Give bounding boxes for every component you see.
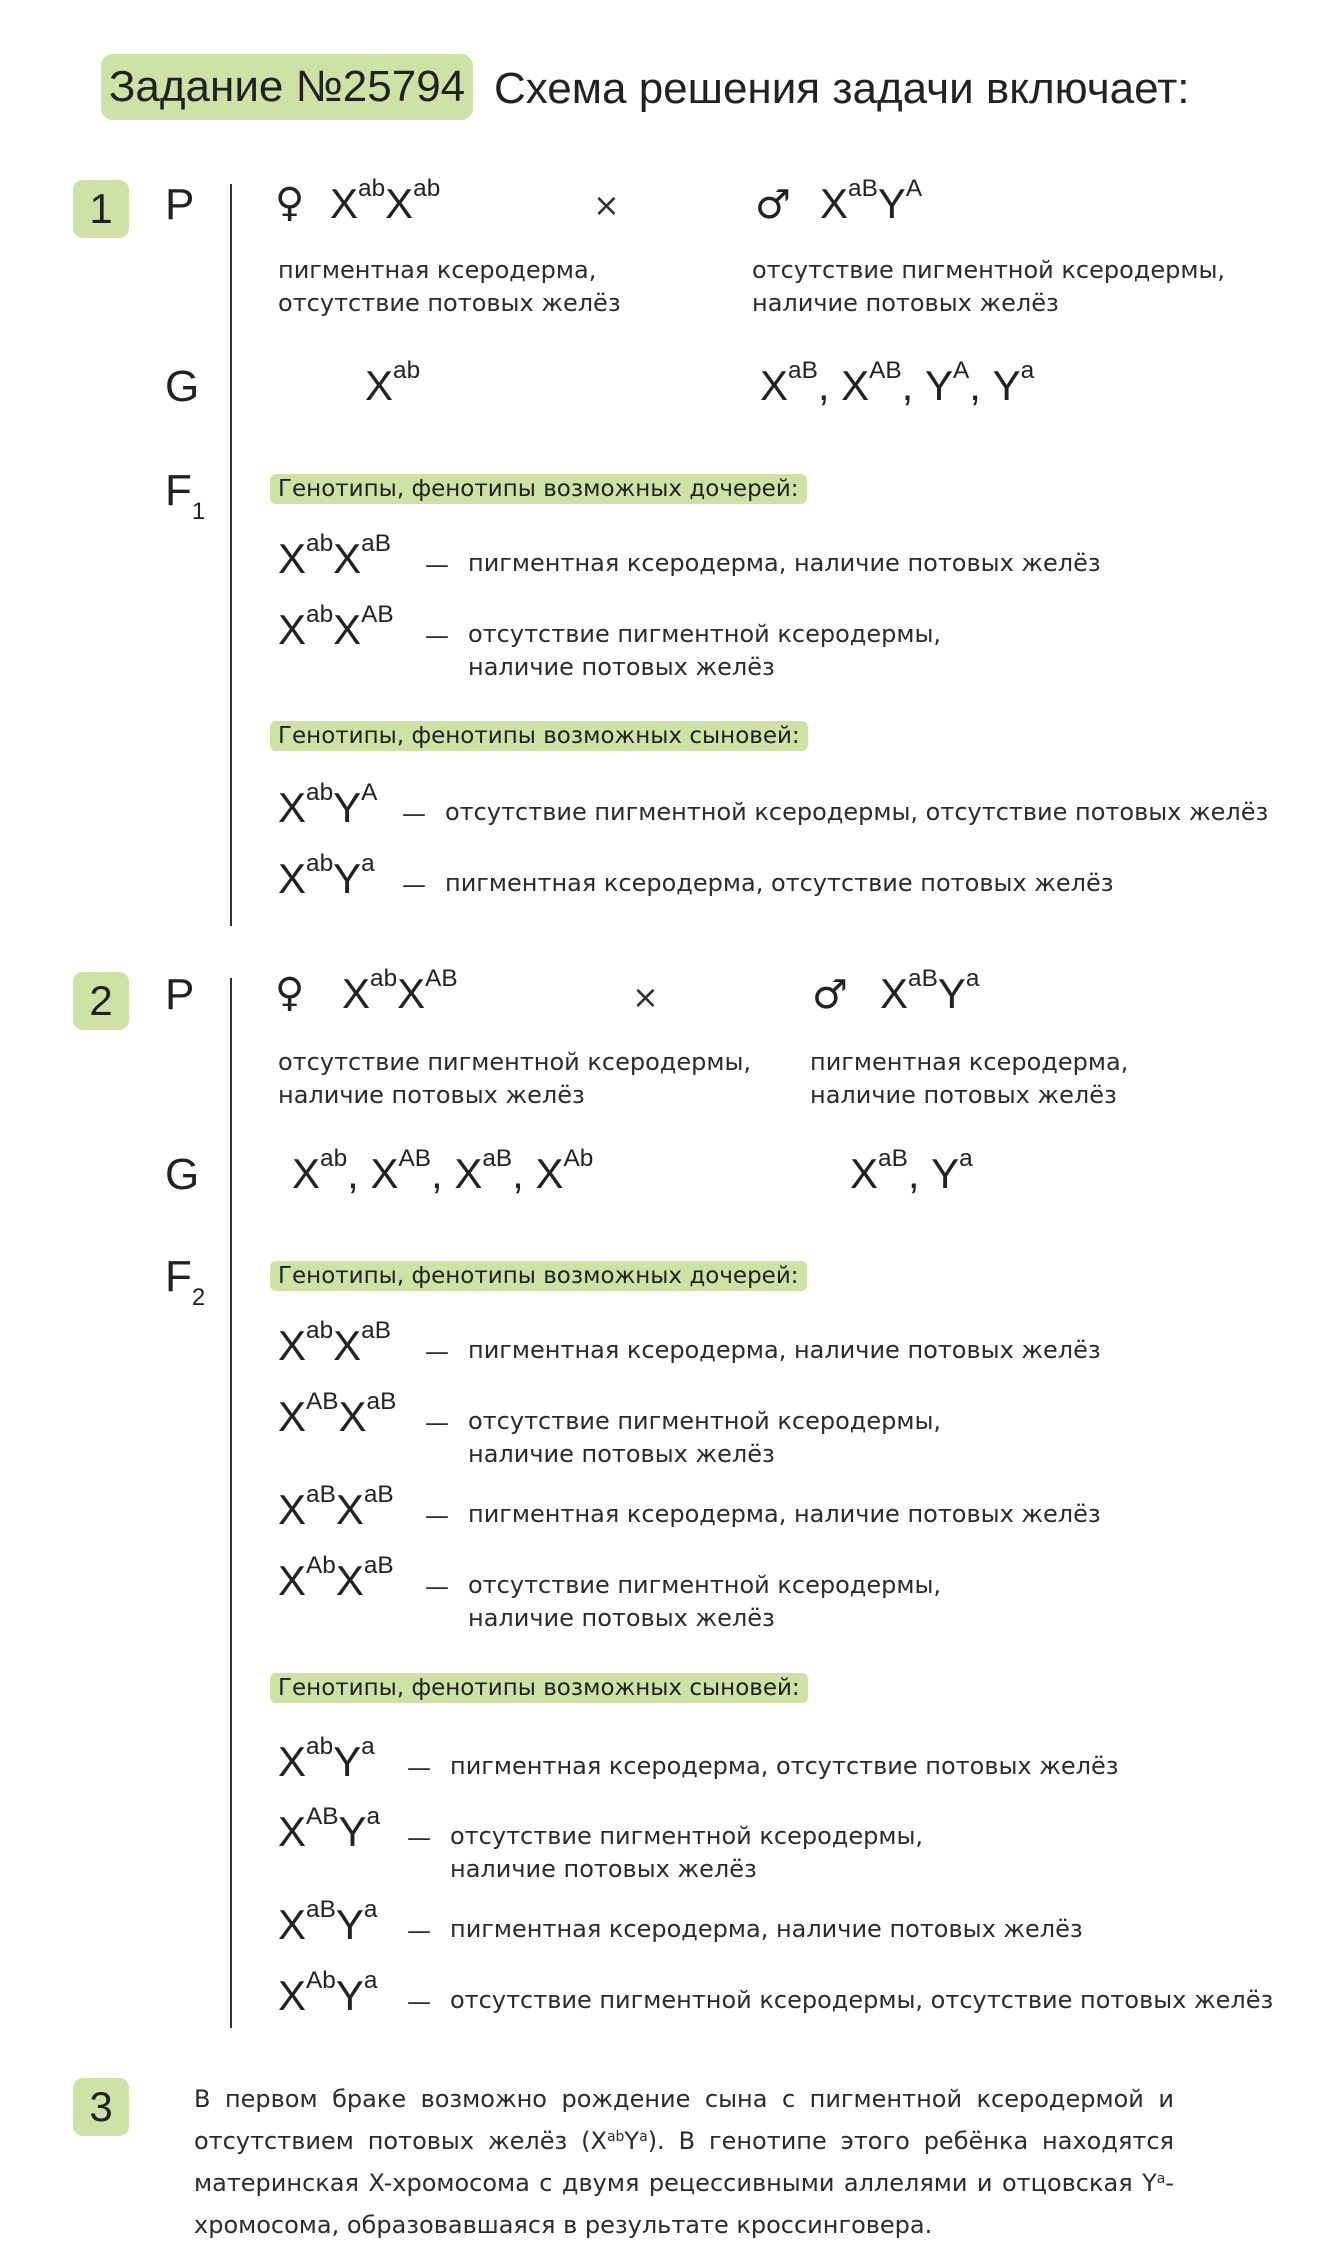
son-row-phenotype (445, 796, 1268, 829)
phenotype-line: наличие потовых желёз (468, 1440, 775, 1468)
block2-daughters-header: Генотипы, фенотипы возможных дочерей: (270, 1261, 807, 1291)
daughter-row-genotype: $X^{ab}X^{aB}$ (278, 530, 391, 582)
son-row-phenotype (450, 1820, 923, 1886)
cross-sign-1: × (593, 186, 620, 224)
block1-male-phenotype (752, 254, 1225, 320)
dash-separator: — (407, 1917, 431, 1945)
phenotype-line: пигментная ксеродерма, отсутствие потовых желёз (450, 1752, 1119, 1780)
block1-g-label: G (165, 362, 200, 411)
son-row-genotype: $X^{ab}Y^A$ (278, 779, 378, 831)
son-row-genotype: $X^{ab}Y^a$ (278, 1733, 375, 1785)
phenotype-line: отсутствие пигментной ксеродермы, (468, 1407, 942, 1435)
son-row-phenotype (450, 1913, 1083, 1946)
son-row-genotype: $X^{aB}Y^a$ (278, 1896, 378, 1948)
phenotype-line: отсутствие пигментной ксеродермы, (450, 1822, 924, 1850)
daughter-row-phenotype (468, 1569, 941, 1635)
dash-separator: — (402, 800, 426, 828)
phenotype-line: отсутствие пигментной ксеродермы, отсутствие потовых желёз (450, 1986, 1274, 2014)
block1-f1-label: $F_1$ (165, 466, 206, 525)
female-symbol-icon: ♀ (275, 970, 305, 1016)
female-symbol-icon: ♀ (275, 180, 305, 226)
cross-sign-2: × (632, 978, 659, 1016)
phenotype-line: пигментная ксеродерма, наличие потовых желёз (468, 1336, 1101, 1364)
phenotype-line: отсутствие пигментной ксеродермы, (278, 1048, 752, 1076)
block2-female-phenotype (278, 1046, 751, 1112)
phenotype-line: пигментная ксеродерма, отсутствие потовых желёз (445, 869, 1114, 897)
block1-divider (230, 184, 232, 926)
block2-female-gametes: $X^{ab}$, $X^{AB}$, $X^{aB}$, $X^{Ab}$ (292, 1145, 594, 1197)
son-row-genotype: $X^{ab}Y^a$ (278, 850, 375, 902)
dash-separator: — (407, 1754, 431, 1782)
block2-divider (230, 978, 232, 2028)
conclusion-text: В первом браке возможно рождение сына с пигментной ксеродермой и отсутствием потовых желёз $(X^{ab}Y^a)$. В генотипе этого ребёнка находятся материнская X-хромосома с двумя рецессивными аллелями и отцовская $Y^a$-хромосома, образовавшаяся в результате кроссинговера. (194, 2085, 1174, 2239)
daughter-row-phenotype (468, 618, 941, 684)
phenotype-line: пигментная ксеродерма, (810, 1048, 1129, 1076)
block2-sons-header: Генотипы, фенотипы возможных сыновей: (270, 1673, 808, 1703)
phenotype-line: наличие потовых желёз (450, 1855, 757, 1883)
step-badge-2: 2 (73, 972, 129, 1030)
block1-male-genotype: $X^{aB}Y^A$ (820, 175, 923, 227)
block2-g-label: G (165, 1150, 200, 1199)
block2-male-genotype: $X^{aB}Y^a$ (880, 965, 980, 1017)
phenotype-line: пигментная ксеродерма, наличие потовых желёз (468, 549, 1101, 577)
phenotype-line: отсутствие пигментной ксеродермы, (468, 620, 942, 648)
phenotype-line: отсутствие пигментной ксеродермы, (468, 1571, 942, 1599)
phenotype-line: пигментная ксеродерма, наличие потовых желёз (468, 1500, 1101, 1528)
son-row-genotype: $X^{Ab}Y^a$ (278, 1967, 378, 2019)
block1-p-label: P (165, 180, 195, 229)
block2-male-gametes: $X^{aB}$, $Y^a$ (850, 1145, 973, 1197)
dash-separator: — (425, 551, 449, 579)
dash-separator: — (425, 1573, 449, 1601)
daughter-row-genotype: $X^{Ab}X^{aB}$ (278, 1552, 394, 1604)
block1-female-genotype: $X^{ab}X^{ab}$ (330, 175, 441, 227)
phenotype-line: наличие потовых желёз (278, 1081, 585, 1109)
phenotype-line: наличие потовых желёз (468, 653, 775, 681)
page-title: Схема решения задачи включает: (494, 64, 1190, 113)
block1-sons-header: Генотипы, фенотипы возможных сыновей: (270, 721, 808, 751)
block1-female-phenotype (278, 254, 621, 320)
dash-separator: — (407, 1988, 431, 2016)
daughter-row-phenotype (468, 1334, 1101, 1367)
son-row-phenotype (445, 867, 1114, 900)
daughter-row-phenotype (468, 547, 1101, 580)
phenotype-line: наличие потовых желёз (468, 1604, 775, 1632)
block2-p-label: P (165, 970, 195, 1019)
block1-daughters-header: Генотипы, фенотипы возможных дочерей: (270, 474, 807, 504)
step-badge-3: 3 (73, 2078, 129, 2136)
male-symbol-icon: ♂ (755, 182, 791, 228)
phenotype-line: наличие потовых желёз (810, 1081, 1117, 1109)
dash-separator: — (425, 1338, 449, 1366)
dash-separator: — (407, 1824, 431, 1852)
dash-separator: — (425, 1502, 449, 1530)
phenotype-line: пигментная ксеродерма, наличие потовых желёз (450, 1915, 1083, 1943)
block2-male-phenotype (810, 1046, 1128, 1112)
block2-female-genotype: $X^{ab}X^{AB}$ (342, 965, 458, 1017)
step-badge-1: 1 (73, 180, 129, 238)
phenotype-line: отсутствие пигментной ксеродермы, отсутствие потовых желёз (445, 798, 1269, 826)
daughter-row-genotype: $X^{ab}X^{aB}$ (278, 1317, 391, 1369)
daughter-row-genotype: $X^{AB}X^{aB}$ (278, 1388, 397, 1440)
daughter-row-genotype: $X^{aB}X^{aB}$ (278, 1481, 394, 1533)
task-number-badge: Задание №25794 (101, 54, 473, 120)
phenotype-line: пигментная ксеродерма, (278, 256, 597, 284)
daughter-row-genotype: $X^{ab}X^{AB}$ (278, 601, 394, 653)
son-row-genotype: $X^{AB}Y^a$ (278, 1803, 381, 1855)
dash-separator: — (402, 871, 426, 899)
dash-separator: — (425, 622, 449, 650)
dash-separator: — (425, 1409, 449, 1437)
daughter-row-phenotype (468, 1405, 941, 1471)
male-symbol-icon: ♂ (812, 972, 848, 1018)
block1-female-gametes: $X^{ab}$ (365, 357, 421, 409)
phenotype-line: наличие потовых желёз (752, 289, 1059, 317)
phenotype-line: отсутствие пигментной ксеродермы, (752, 256, 1226, 284)
son-row-phenotype (450, 1750, 1119, 1783)
block2-f2-label: $F_2$ (165, 1252, 206, 1311)
block1-male-gametes: $X^{aB}$, $X^{AB}$, $Y^A$, $Y^a$ (760, 357, 1035, 409)
daughter-row-phenotype (468, 1498, 1101, 1531)
phenotype-line: отсутствие потовых желёз (278, 289, 621, 317)
son-row-phenotype (450, 1984, 1273, 2017)
